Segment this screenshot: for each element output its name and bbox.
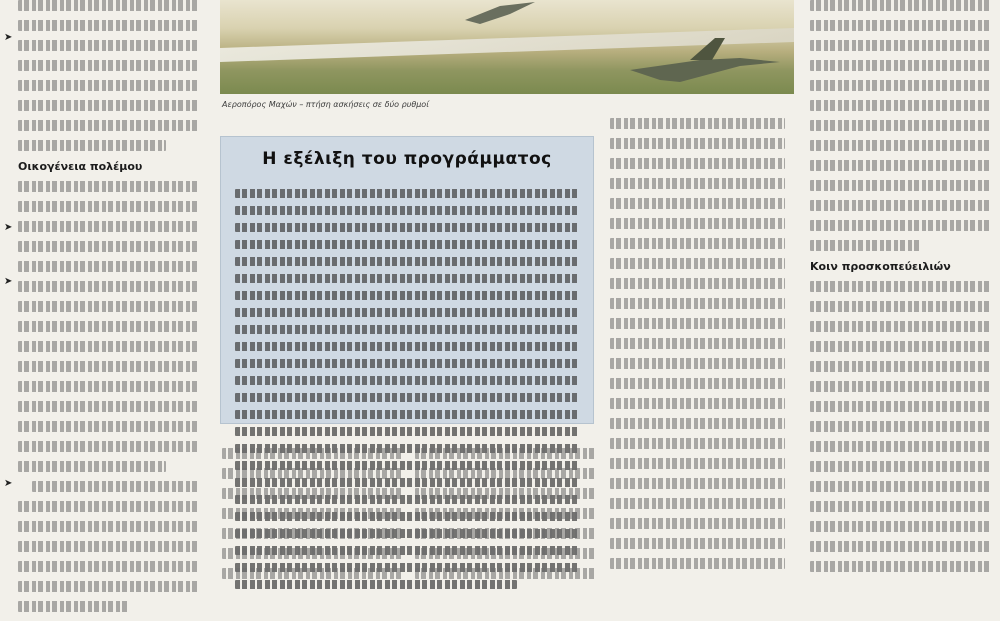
middle-column-b xyxy=(415,448,595,588)
center-right-column xyxy=(610,118,785,578)
right-subhead: Κοιν προσκοπεύειλιών xyxy=(810,260,951,273)
box-title: Η εξέλιξη του προγράμματος xyxy=(262,149,552,169)
middle-column-a xyxy=(222,448,402,588)
left-subhead: Οικογένεια πολέμου xyxy=(18,160,143,173)
arrow-bullet-icon: ➤ xyxy=(4,32,13,43)
right-column xyxy=(810,0,990,581)
left-column xyxy=(18,0,198,621)
fighter-jet-icon xyxy=(620,30,790,90)
info-box xyxy=(220,136,594,424)
article-photo xyxy=(220,0,794,94)
photo-caption: Αεροπόρος Μαχών – πτήση ασκήσεις σε δύο ρυθμοί xyxy=(222,100,429,109)
arrow-bullet-icon: ➤ xyxy=(4,276,13,287)
fighter-jet-icon xyxy=(460,0,540,26)
arrow-bullet-icon: ➤ xyxy=(4,222,13,233)
arrow-bullet-icon: ➤ xyxy=(4,478,13,489)
